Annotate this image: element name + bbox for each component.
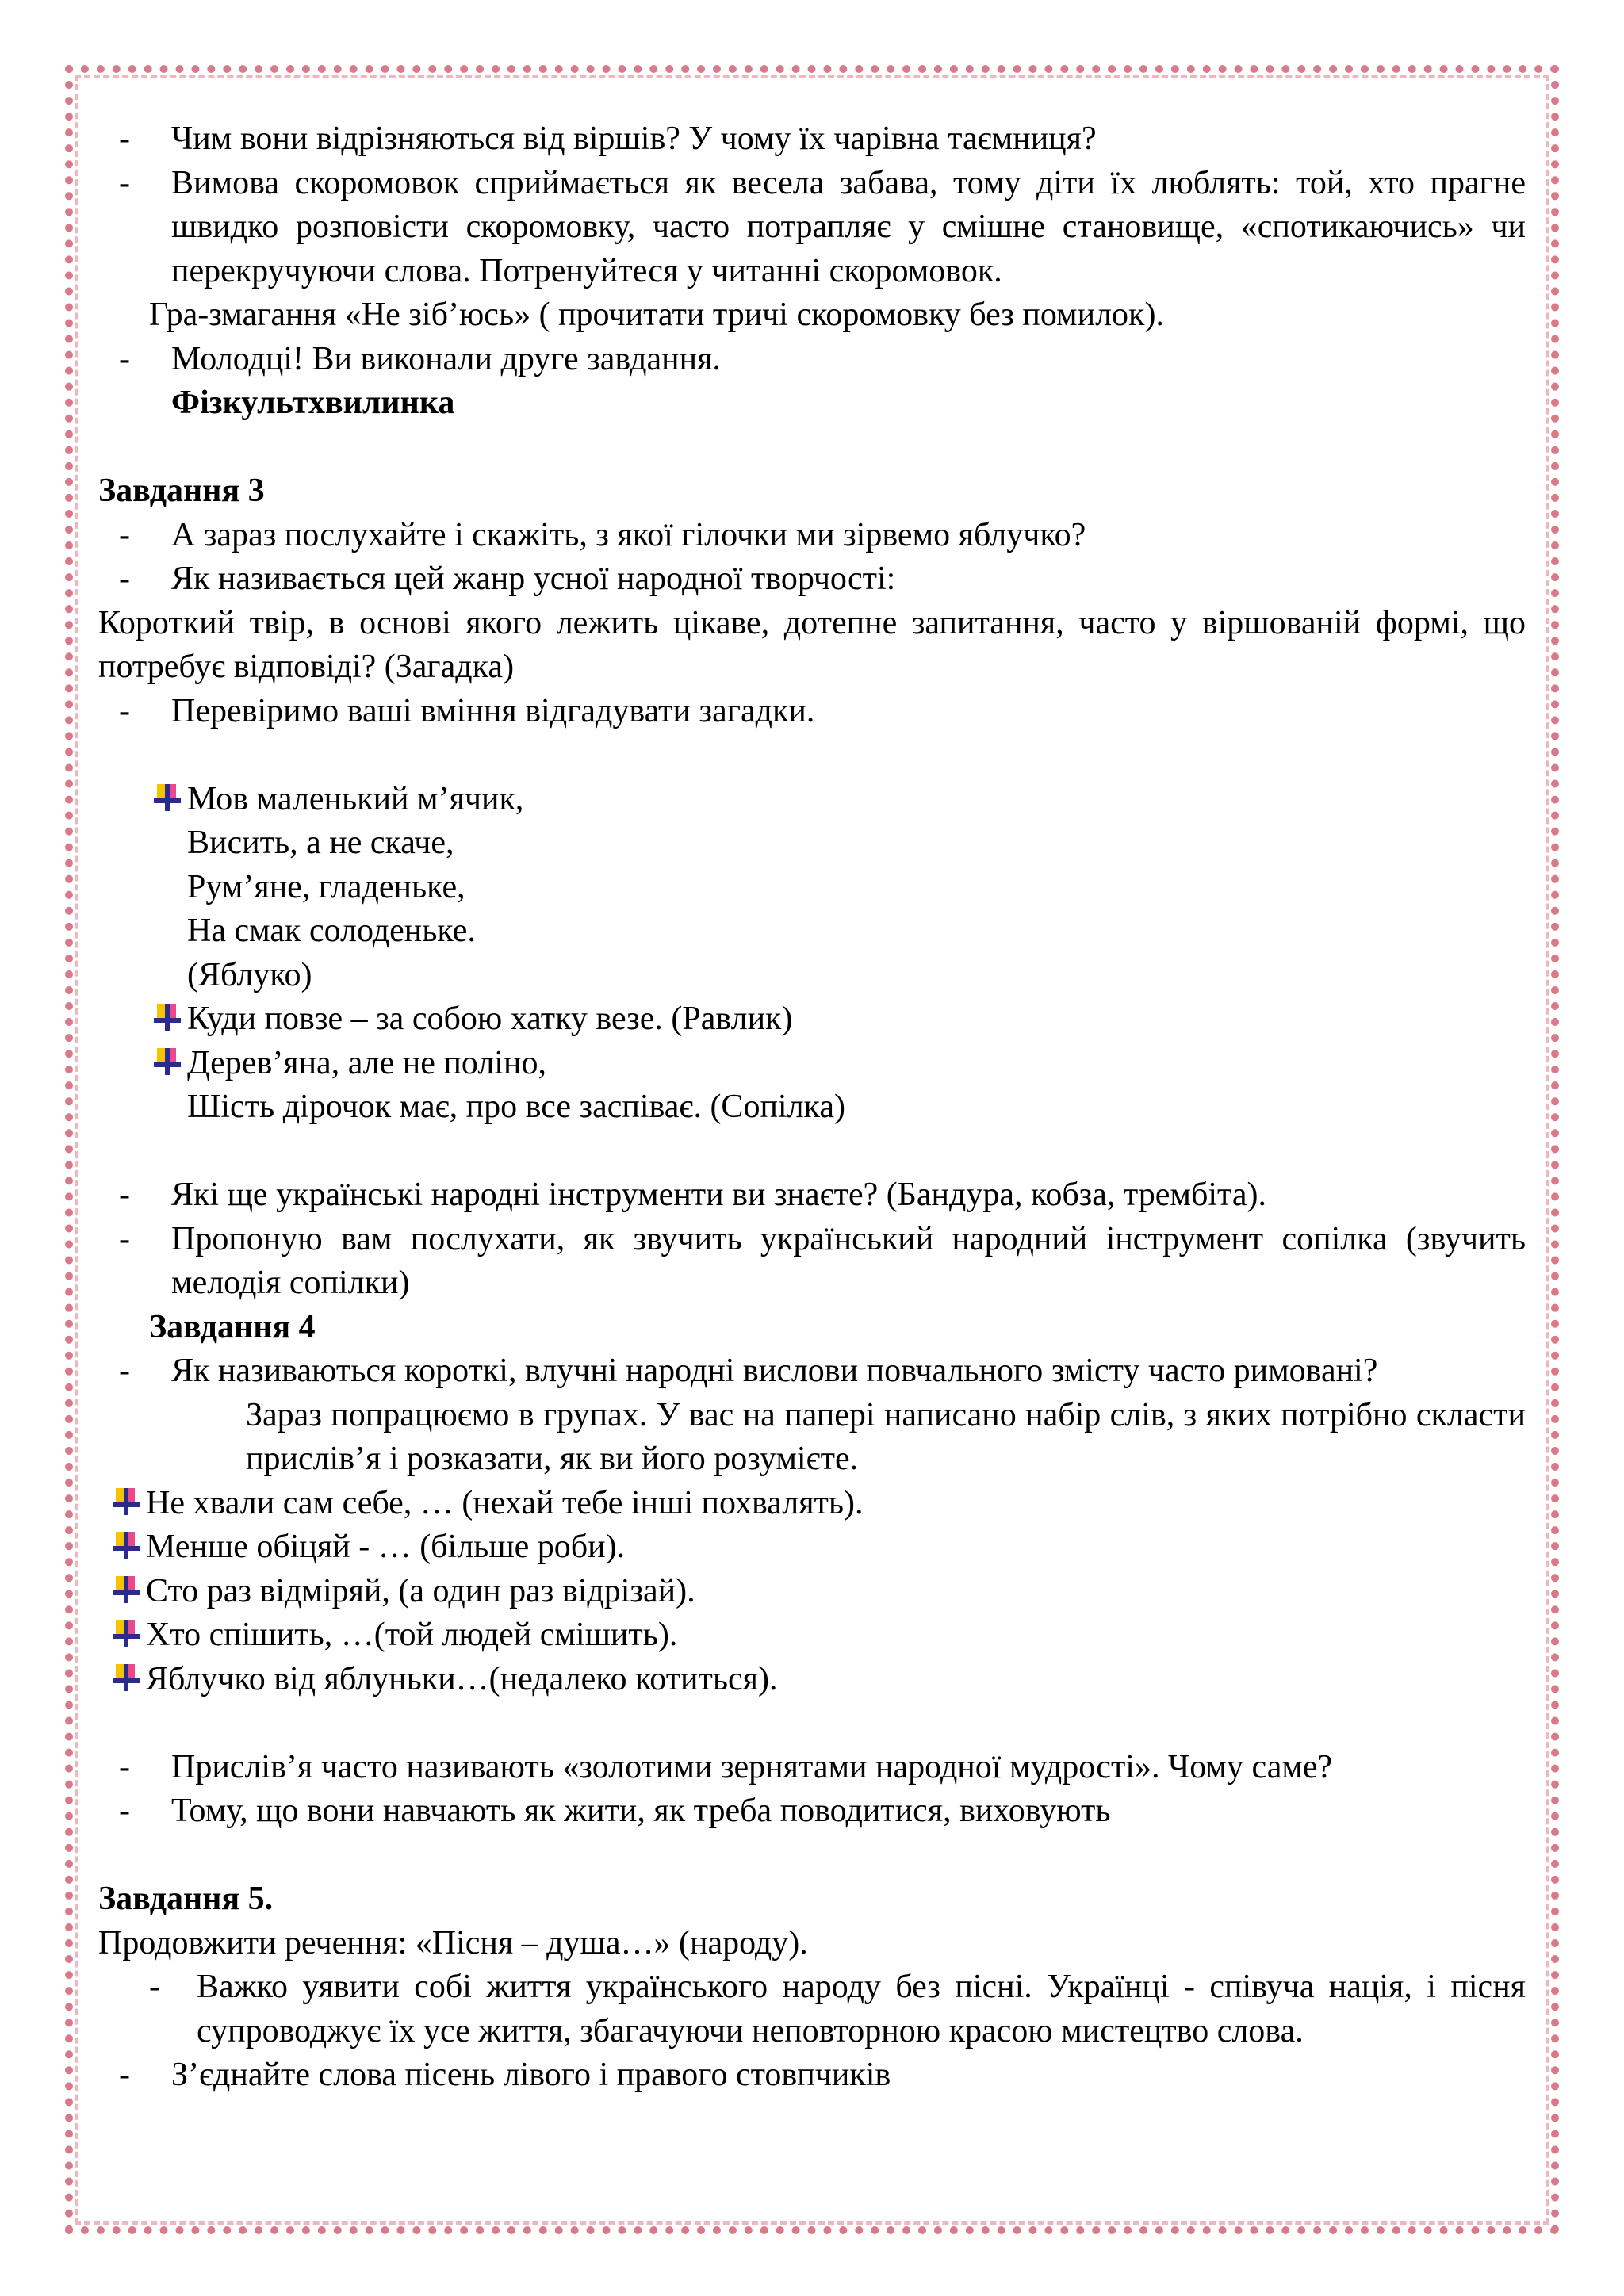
text-line: [98, 1789, 1526, 1834]
question-line: [98, 117, 1526, 162]
riddle-line: Висить, а не скаче,: [187, 825, 454, 861]
dash: -: [119, 164, 130, 201]
riddle-item: [98, 997, 1526, 1042]
proverb-item: [98, 1658, 1526, 1702]
dash: -: [119, 692, 130, 729]
dash: -: [119, 561, 130, 597]
document-body: [98, 117, 1526, 2098]
text: Прислів’я часто називають «золотими зернятами народної мудрості». Чому саме?: [171, 1748, 1333, 1785]
text: З’єднайте слова пісень лівого і правого стовпчиків: [171, 2057, 891, 2093]
dash: -: [119, 340, 130, 377]
text-line: [98, 690, 1526, 734]
task-heading: Завдання 4: [149, 1308, 316, 1345]
dash: -: [119, 1220, 130, 1257]
text: Пропоную вам послухати, як звучить український народний інструмент сопілка (звучить мелодія сопілки): [171, 1220, 1526, 1301]
text: А зараз послухайте і скажіть, з якої гілочки ми зірвемо яблучко?: [171, 516, 1086, 553]
bullet-icon: [149, 1042, 187, 1085]
bullet-icon: [108, 1482, 146, 1525]
text: Які ще українські народні інструменти ви знаєте? (Бандура, кобза, трембіта).: [171, 1177, 1267, 1213]
instruction-text: Зараз попрацюємо в групах. У вас на папері написано набір слів, з яких потрібно скласти прислів’я і розказати, як ви його розумієте.: [246, 1396, 1526, 1477]
text-line: [98, 1218, 1526, 1306]
bullet-icon: [108, 1570, 146, 1613]
dash: -: [119, 1177, 130, 1213]
section-heading: Фізкультхвилинка: [171, 385, 455, 421]
question-line: [98, 557, 1526, 602]
text-line: Продовжити речення: «Пісня – душа…» (народу).: [98, 1924, 808, 1961]
question-line: [98, 514, 1526, 558]
text: Перевіримо ваші вміння відгадувати загадки.: [171, 692, 815, 729]
riddle-answer: (Яблуко): [187, 956, 312, 993]
proverb-item: [98, 1613, 1526, 1658]
dash: -: [119, 1793, 130, 1829]
text-line: [98, 338, 1526, 382]
task-heading: Завдання 5.: [98, 1881, 274, 1917]
text-line: [98, 2053, 1526, 2098]
dash: -: [119, 1748, 130, 1785]
text-line: [98, 602, 1526, 690]
text: Молодці! Ви виконали друге завдання.: [171, 340, 721, 377]
bullet-icon: [108, 1613, 146, 1657]
text: Короткий твір, в основі якого лежить цікаве, дотепне запитання, часто у віршованій формі, що потребує відповіді? (Загадка): [98, 604, 1526, 685]
proverb-text: Менше обіцяй - … (більше роби).: [146, 1529, 626, 1565]
proverb-item: [98, 1482, 1526, 1526]
bullet-icon: [149, 778, 187, 821]
text: Гра-змагання «Не зіб’юсь» ( прочитати тричі скоромовку без помилок).: [149, 297, 1164, 333]
proverb-item: [98, 1570, 1526, 1614]
bullet-icon: [149, 997, 187, 1041]
riddle-item: [98, 778, 1526, 998]
proverb-text: Яблучко від яблуньки…(недалеко котиться).: [146, 1660, 778, 1697]
dash: -: [149, 1969, 160, 2005]
dash: -: [119, 2057, 130, 2093]
riddle-line: На смак солоденьке.: [187, 913, 476, 949]
text: Тому, що вони навчають як жити, як треба поводитися, виховують: [171, 1793, 1111, 1829]
bullet-icon: [108, 1525, 146, 1569]
question-line: [98, 1746, 1526, 1790]
proverb-item: [98, 1525, 1526, 1570]
question-line: [98, 1173, 1526, 1218]
proverb-text: Не хвали сам себе, … (нехай тебе інші похвалять).: [146, 1484, 864, 1521]
proverb-text: Сто раз відміряй, (а один раз відрізай).: [146, 1572, 695, 1609]
bullet-icon: [108, 1658, 146, 1701]
text: Чим вони відрізняються від віршів? У чому їх чарівна таємниця?: [171, 121, 1097, 157]
text: Вимова скоромовок сприймається як весела забава, тому діти їх люблять: той, хто прагне швидко розповісти скоромовку, часто потрапляє у смішне становище, «спотикаючись» чи перекручуючи слова. Потренуйтеся у читанні скоромовок.: [171, 164, 1526, 289]
dash: -: [119, 1353, 130, 1389]
riddle-line: Рум’яне, гладеньке,: [187, 868, 465, 905]
proverb-text: Хто спішить, …(той людей смішить).: [146, 1617, 678, 1653]
text: Як називаються короткі, влучні народні вислови повчального змісту часто римовані?: [171, 1353, 1378, 1389]
text: Як називається цей жанр усної народної творчості:: [171, 561, 896, 597]
text: Важко уявити собі життя українського народу без пісні. Українці - співуча нація, і пісня супроводжує їх усе життя, збагачуючи неповторною красою мистецтво слова.: [197, 1969, 1526, 2049]
task-heading: Завдання 3: [98, 473, 265, 509]
game-line: [98, 293, 1526, 338]
dash: -: [119, 516, 130, 553]
riddle-line: Шість дірочок має, про все заспіває. (Сопілка): [187, 1089, 845, 1125]
riddle-line: Куди повзе – за собою хатку везе. (Равлик): [187, 1001, 793, 1037]
dash: -: [119, 121, 130, 157]
riddle-line: Мов маленький м’ячик,: [187, 780, 524, 817]
question-line: [98, 1349, 1526, 1394]
text-line: [98, 162, 1526, 294]
riddle-line: Дерев’яна, але не поліно,: [187, 1044, 546, 1081]
text-line: [98, 1965, 1526, 2053]
riddle-item: [98, 1042, 1526, 1130]
